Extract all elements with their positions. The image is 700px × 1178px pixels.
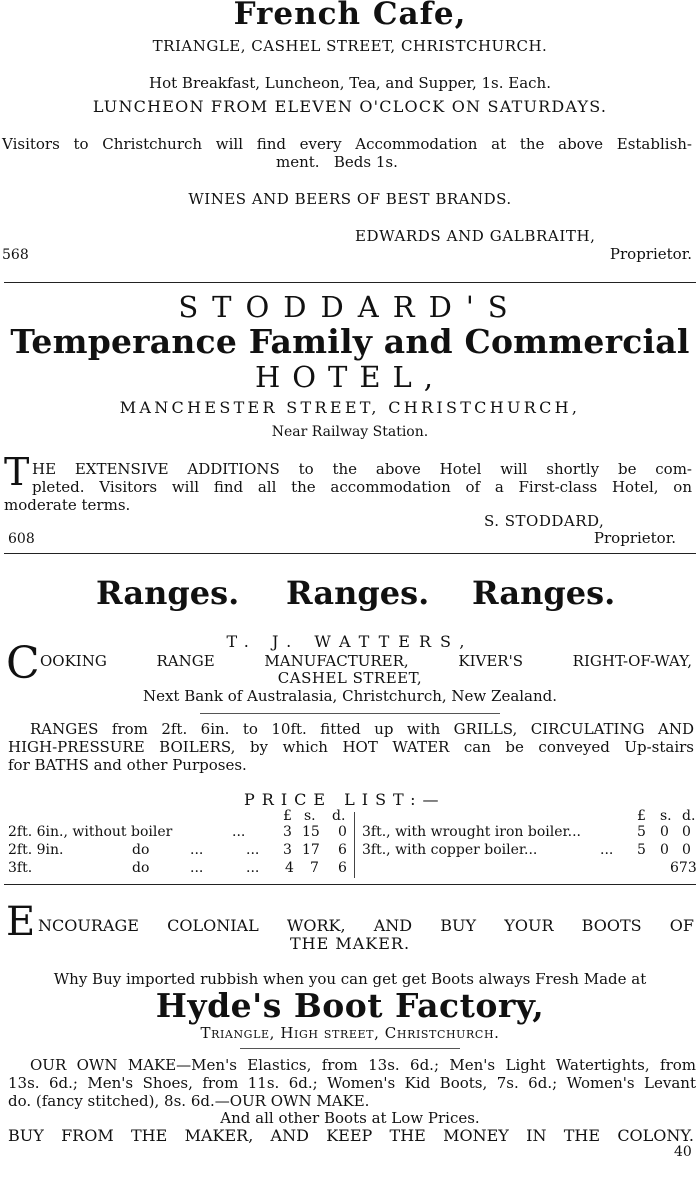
divider-3 xyxy=(4,884,696,885)
hyde-body-3: do. (fancy stitched), 8s. 6d.—OUR OWN MAKE. xyxy=(8,1092,370,1110)
hyde-title: Hyde's Boot Factory, xyxy=(155,986,545,1025)
ranges-headline-3: Ranges. xyxy=(472,574,616,612)
french-cafe-proprietor-title: Proprietor. xyxy=(609,245,692,263)
price-row-pence: 0 xyxy=(682,842,691,858)
hyde-encourage-2: THE MAKER. xyxy=(289,934,411,953)
divider-1 xyxy=(4,282,696,283)
price-row-pounds: 5 xyxy=(637,824,646,840)
stoddard-body-3: moderate terms. xyxy=(4,496,131,514)
hyde-body-1: OUR OWN MAKE—Men's Elastics, from 13s. 6d.; Men's Light Watertights, from xyxy=(30,1056,696,1074)
stoddard-title: Temperance Family and Commercial xyxy=(10,322,690,361)
divider-2 xyxy=(4,553,696,554)
price-row-shillings: 0 xyxy=(660,824,669,840)
price-row-dots: ... xyxy=(190,842,204,858)
right-header-pound: £ xyxy=(637,808,646,824)
price-row-dots: ... xyxy=(232,824,246,840)
hyde-body-4: And all other Boots at Low Prices. xyxy=(220,1109,480,1127)
stoddard-ad-number: 608 xyxy=(8,531,35,547)
price-row-pounds: 5 xyxy=(637,842,646,858)
stoddard-hotel: HOTEL, xyxy=(254,360,446,394)
stoddard-address: MANCHESTER STREET, CHRISTCHURCH, xyxy=(119,398,581,417)
hyde-divider xyxy=(240,1048,460,1049)
french-cafe-saturday: LUNCHEON FROM ELEVEN O'CLOCK ON SATURDAYS. xyxy=(92,97,608,116)
price-row-ditto: do xyxy=(132,842,150,858)
stoddard-proprietor-name: S. STODDARD, xyxy=(484,512,605,530)
left-header-shilling: s. xyxy=(304,808,316,824)
price-row-pence: 0 xyxy=(682,824,691,840)
price-row-shillings: 17 xyxy=(302,842,320,858)
price-row-pounds: 3 xyxy=(283,842,292,858)
ranges-divider xyxy=(200,713,500,714)
stoddard-dropcap: T xyxy=(4,450,30,494)
hyde-body-2: 13s. 6d.; Men's Shoes, from 11s. 6d.; Women's Kid Boots, 7s. 6d.; Women's Levant xyxy=(8,1074,696,1092)
ranges-body-3: for BATHS and other Purposes. xyxy=(8,756,247,774)
left-header-pence: d. xyxy=(332,808,346,824)
price-list-column-divider xyxy=(354,812,355,878)
price-row-ditto: do xyxy=(132,860,150,876)
price-row-dots: ... xyxy=(246,842,260,858)
right-header-shilling: s. xyxy=(660,808,672,824)
price-row-item: 3ft., with copper boiler... xyxy=(362,842,538,858)
hyde-address: Triangle, High street, Christchurch. xyxy=(200,1024,500,1042)
stoddard-name: STODDARD'S xyxy=(178,290,522,324)
hyde-dropcap: E xyxy=(6,899,36,945)
french-cafe-address: TRIANGLE, CASHEL STREET, CHRISTCHURCH. xyxy=(152,37,548,55)
hyde-ad-number: 40 xyxy=(674,1144,692,1160)
price-row-pounds: 3 xyxy=(283,824,292,840)
ranges-ad-number: 673 xyxy=(670,860,697,876)
price-row-pence: 0 xyxy=(338,824,347,840)
price-row-pence: 6 xyxy=(338,860,347,876)
price-row-shillings: 0 xyxy=(660,842,669,858)
french-cafe-wines: WINES AND BEERS OF BEST BRANDS. xyxy=(188,190,512,208)
ranges-headline-1: Ranges. xyxy=(96,574,240,612)
ranges-body-1: RANGES from 2ft. 6in. to 10ft. fitted up with GRILLS, CIRCULATING AND xyxy=(30,720,694,738)
french-cafe-visitors-1: Visitors to Christchurch will find every Accommodation at the above Establish- xyxy=(2,135,692,153)
price-row-dots: ... xyxy=(190,860,204,876)
hyde-ad xyxy=(0,888,700,1178)
ranges-trade-1: OOKING RANGE MANUFACTURER, KIVER'S RIGHT-OF-WAY, xyxy=(40,652,692,670)
ranges-maker: T. J. WATTERS, xyxy=(226,632,474,651)
ranges-dropcap: C xyxy=(6,638,40,689)
stoddard-proprietor-title: Proprietor. xyxy=(593,529,676,547)
french-cafe-title: French Cafe, xyxy=(233,0,467,32)
price-row-item: 2ft. 6in., without boiler xyxy=(8,824,173,840)
ranges-body-2: HIGH-PRESSURE BOILERS, by which HOT WATER can be conveyed Up-stairs xyxy=(8,738,694,756)
price-list-title: PRICE LIST:— xyxy=(244,790,446,809)
left-header-pound: £ xyxy=(283,808,292,824)
right-header-pence: d. xyxy=(682,808,696,824)
hyde-closing: BUY FROM THE MAKER, AND KEEP THE MONEY IN THE COLONY. xyxy=(8,1126,694,1145)
price-row-shillings: 7 xyxy=(310,860,319,876)
ranges-trade-2: CASHEL STREET, xyxy=(277,669,423,687)
ranges-headline-2: Ranges. xyxy=(286,574,430,612)
price-row-pence: 6 xyxy=(338,842,347,858)
price-row-item: 2ft. 9in. xyxy=(8,842,64,858)
price-row-item: 3ft., with wrought iron boiler... xyxy=(362,824,581,840)
hyde-encourage-1: NCOURAGE COLONIAL WORK, AND BUY YOUR BOOTS OF xyxy=(38,916,694,935)
price-row-dots: ... xyxy=(600,842,614,858)
stoddard-body-1: HE EXTENSIVE ADDITIONS to the above Hotel will shortly be com- xyxy=(32,460,692,478)
french-cafe-meals: Hot Breakfast, Luncheon, Tea, and Supper, 1s. Each. xyxy=(149,74,551,92)
hyde-why: Why Buy imported rubbish when you can get get Boots always Fresh Made at xyxy=(53,970,647,988)
price-row-pounds: 4 xyxy=(285,860,294,876)
ranges-location: Next Bank of Australasia, Christchurch, New Zealand. xyxy=(142,687,558,705)
price-row-dots: ... xyxy=(246,860,260,876)
french-cafe-ad xyxy=(0,0,700,278)
french-cafe-ad-number: 568 xyxy=(2,247,29,263)
french-cafe-proprietor-name: EDWARDS AND GALBRAITH, xyxy=(355,227,596,245)
ranges-ad xyxy=(0,556,700,886)
price-row-item: 3ft. xyxy=(8,860,33,876)
stoddard-body-2: pleted. Visitors will find all the accommodation of a First-class Hotel, on xyxy=(32,478,692,496)
stoddard-near: Near Railway Station. xyxy=(271,424,429,440)
price-row-shillings: 15 xyxy=(302,824,320,840)
stoddard-ad xyxy=(0,284,700,549)
french-cafe-visitors-2: ment. Beds 1s. xyxy=(276,153,398,171)
